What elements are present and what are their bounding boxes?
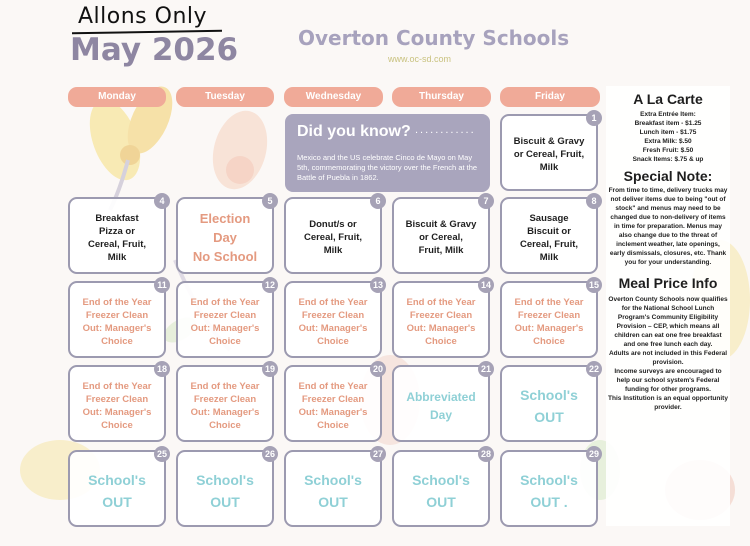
calendar-day-cell <box>68 197 166 274</box>
menu-line: End of the Year <box>82 296 152 308</box>
calendar-day-cell <box>500 197 598 274</box>
menu-line: OUT <box>210 493 240 510</box>
meal-price-text-1: Overton County Schools now qualifies for the National School Lunch Program's Community Eligibility Provision – CEP, which means all children can eat one free breakfast and one free lunch each day. <box>608 296 728 348</box>
day-menu-text <box>88 469 146 513</box>
day-number-badge: 1 <box>586 110 602 126</box>
special-note-title: Special Note: <box>623 168 713 184</box>
menu-line: End of the Year <box>298 380 368 392</box>
menu-line: Day <box>213 230 237 245</box>
menu-line: Milk <box>539 162 559 173</box>
menu-line: Out: Manager's <box>406 322 476 334</box>
menu-line: OUT <box>426 493 456 510</box>
menu-line: Choice <box>425 335 457 347</box>
school-title: Overton County Schools <box>298 26 570 50</box>
menu-line: Freezer Clean <box>85 393 149 405</box>
menu-line: Out: Manager's <box>82 406 152 418</box>
a-la-carte-title: A La Carte <box>633 91 703 107</box>
day-menu-text <box>520 469 578 513</box>
day-menu-text <box>88 212 146 264</box>
menu-line: Biscuit & Gravy <box>405 219 477 230</box>
a-la-carte-line: Lunch item - $1.75 <box>639 129 697 136</box>
day-header-tuesday: Tuesday <box>176 87 274 107</box>
menu-line: End of the Year <box>190 380 260 392</box>
calendar-day-cell <box>176 197 274 274</box>
day-number-badge: 20 <box>370 361 386 377</box>
day-menu-text <box>520 384 578 428</box>
menu-line: Freezer Clean <box>193 309 257 321</box>
menu-line: Freezer Clean <box>85 309 149 321</box>
menu-line: Choice <box>533 335 565 347</box>
menu-line: Donut/s or <box>309 219 357 230</box>
day-menu-text <box>407 296 476 348</box>
day-number-badge: 4 <box>154 193 170 209</box>
calendar-day-cell <box>392 197 490 274</box>
day-menu-text <box>515 296 584 348</box>
day-number-badge: 28 <box>478 446 494 462</box>
menu-line: Out: Manager's <box>298 406 368 418</box>
calendar-day-cell <box>284 365 382 442</box>
menu-line: Milk <box>107 251 127 263</box>
day-number-badge: 5 <box>262 193 278 209</box>
menu-line: Freezer Clean <box>409 309 473 321</box>
meal-price-text-2: Adults are not included in this Federal provision. <box>608 350 728 366</box>
menu-line: Cereal, Fruit, <box>519 238 579 250</box>
day-number-badge: 12 <box>262 277 278 293</box>
day-number-badge: 27 <box>370 446 386 462</box>
menu-line: Cereal, Fruit, <box>303 232 363 243</box>
day-menu-text <box>193 209 257 266</box>
day-header-monday: Monday <box>68 87 166 107</box>
day-menu-text <box>191 296 260 348</box>
calendar-day-cell <box>68 281 166 358</box>
a-la-carte-line: Snack Items: $.75 & up <box>632 156 704 163</box>
menu-line: Day <box>429 407 452 422</box>
day-menu-text <box>299 296 368 348</box>
day-menu-text <box>83 296 152 348</box>
menu-line: End of the Year <box>406 296 476 308</box>
menu-line: Choice <box>101 335 133 347</box>
menu-line: Out: Manager's <box>190 322 260 334</box>
menu-line: School's <box>520 386 578 403</box>
calendar-day-cell <box>176 365 274 442</box>
menu-line: School's <box>88 471 146 488</box>
day-number-badge: 8 <box>586 193 602 209</box>
day-menu-text <box>196 469 254 513</box>
day-number-badge: 25 <box>154 446 170 462</box>
day-menu-text <box>191 380 260 432</box>
did-you-know-box <box>285 114 490 192</box>
day-number-badge: 22 <box>586 361 602 377</box>
meal-price-text-4: This Institution is an equal opportunity provider. <box>608 395 728 411</box>
menu-line: Cereal, Fruit, <box>87 238 147 250</box>
menu-line: Freezer Clean <box>301 309 365 321</box>
menu-line: Out: Manager's <box>514 322 584 334</box>
day-menu-text <box>406 388 475 424</box>
menu-line: School's <box>520 471 578 488</box>
day-header-friday: Friday <box>500 87 600 107</box>
day-number-badge: 13 <box>370 277 386 293</box>
calendar-day-cell <box>500 450 598 527</box>
menu-line: Pizza or <box>99 225 135 237</box>
menu-line: End of the Year <box>190 296 260 308</box>
meal-price-title: Meal Price Info <box>618 275 718 291</box>
menu-line: Choice <box>101 419 133 431</box>
menu-line: End of the Year <box>514 296 584 308</box>
calendar-day-cell <box>392 281 490 358</box>
month-title: May 2026 <box>70 32 239 68</box>
day-header-thursday: Thursday <box>392 87 491 107</box>
calendar-day-cell <box>176 450 274 527</box>
menu-line: No School <box>192 249 258 264</box>
day-number-badge: 15 <box>586 277 602 293</box>
website-link[interactable]: www.oc-sd.com <box>388 54 452 64</box>
meal-price-text-3: Income surveys are encouraged to help our school system's Federal funding for other programs. <box>614 368 722 393</box>
menu-line: Fruit, Milk <box>418 245 464 256</box>
menu-line: Milk <box>323 245 343 256</box>
menu-line: School's <box>196 471 254 488</box>
calendar-day-cell <box>284 281 382 358</box>
menu-line: OUT <box>318 493 348 510</box>
day-number-badge: 14 <box>478 277 494 293</box>
menu-line: or Cereal, Fruit, <box>513 149 585 160</box>
day-number-badge: 26 <box>262 446 278 462</box>
a-la-carte-list <box>606 110 730 164</box>
calendar-day-cell <box>284 197 382 274</box>
menu-line: Freezer Clean <box>193 393 257 405</box>
day-menu-text <box>520 212 578 264</box>
day-menu-text <box>412 469 470 513</box>
menu-line: Milk <box>539 251 559 263</box>
did-you-know-dots: ............ <box>415 124 476 136</box>
day-header-wednesday: Wednesday <box>284 87 383 107</box>
menu-line: Freezer Clean <box>301 393 365 405</box>
menu-line: Out: Manager's <box>190 406 260 418</box>
day-number-badge: 19 <box>262 361 278 377</box>
calendar-day-cell <box>392 365 490 442</box>
day-menu-text <box>514 135 585 174</box>
calendar-day-cell <box>68 450 166 527</box>
day-number-badge: 6 <box>370 193 386 209</box>
day-menu-text <box>304 218 362 257</box>
menu-line: OUT . <box>530 493 568 510</box>
did-you-know-title: Did you know? <box>297 123 411 140</box>
menu-line: Breakfast <box>95 212 139 224</box>
day-menu-text <box>406 218 477 257</box>
menu-line: Choice <box>317 335 349 347</box>
menu-line: Choice <box>317 419 349 431</box>
a-la-carte-line: Fresh Fruit: $.50 <box>642 147 694 154</box>
handwritten-note: Allons Only <box>78 4 208 29</box>
menu-line: or Cereal, <box>419 232 463 243</box>
special-note-text: From time to time, delivery trucks may not deliver items due to being "out of stock" and menus may need to be changed due to non-delivery of items in time for preparation. Menus may also change due to the threat of inclement weather, late openings, early dismissals, closures, etc. Thank you for your understanding. <box>608 187 728 266</box>
day-menu-text <box>299 380 368 432</box>
menu-line: Election <box>199 211 251 226</box>
a-la-carte-line: Extra Milk: $.50 <box>644 138 692 145</box>
day-menu-text <box>83 380 152 432</box>
menu-line: Sausage <box>529 212 569 224</box>
menu-line: Out: Manager's <box>298 322 368 334</box>
menu-line: Abbreviated <box>406 389 476 404</box>
calendar-day-cell <box>500 114 598 191</box>
day-number-badge: 11 <box>154 277 170 293</box>
menu-line: Freezer Clean <box>517 309 581 321</box>
menu-line: Choice <box>209 419 241 431</box>
day-number-badge: 18 <box>154 361 170 377</box>
menu-line: Biscuit & Gravy <box>513 136 585 147</box>
sidebar <box>606 86 730 526</box>
day-number-badge: 21 <box>478 361 494 377</box>
calendar-day-cell <box>500 281 598 358</box>
menu-line: Biscuit or <box>527 225 571 237</box>
a-la-carte-line: Breakfast item - $1.25 <box>634 120 702 127</box>
menu-line: OUT <box>102 493 132 510</box>
day-menu-text <box>304 469 362 513</box>
calendar-day-cell <box>500 365 598 442</box>
did-you-know-text: Mexico and the US celebrate Cinco de Mayo on May 5th, commemorating the victory over the French at the Battle of Puebla in 1862. <box>297 153 478 182</box>
calendar-day-cell <box>68 365 166 442</box>
a-la-carte-line: Extra Entrée Item: <box>640 111 696 118</box>
day-number-badge: 29 <box>586 446 602 462</box>
menu-line: School's <box>304 471 362 488</box>
calendar-day-cell <box>176 281 274 358</box>
menu-line: OUT <box>534 408 564 425</box>
menu-line: End of the Year <box>298 296 368 308</box>
menu-line: School's <box>412 471 470 488</box>
menu-line: End of the Year <box>82 380 152 392</box>
menu-line: Choice <box>209 335 241 347</box>
menu-line: Out: Manager's <box>82 322 152 334</box>
day-number-badge: 7 <box>478 193 494 209</box>
calendar-day-cell <box>392 450 490 527</box>
calendar-day-cell <box>284 450 382 527</box>
